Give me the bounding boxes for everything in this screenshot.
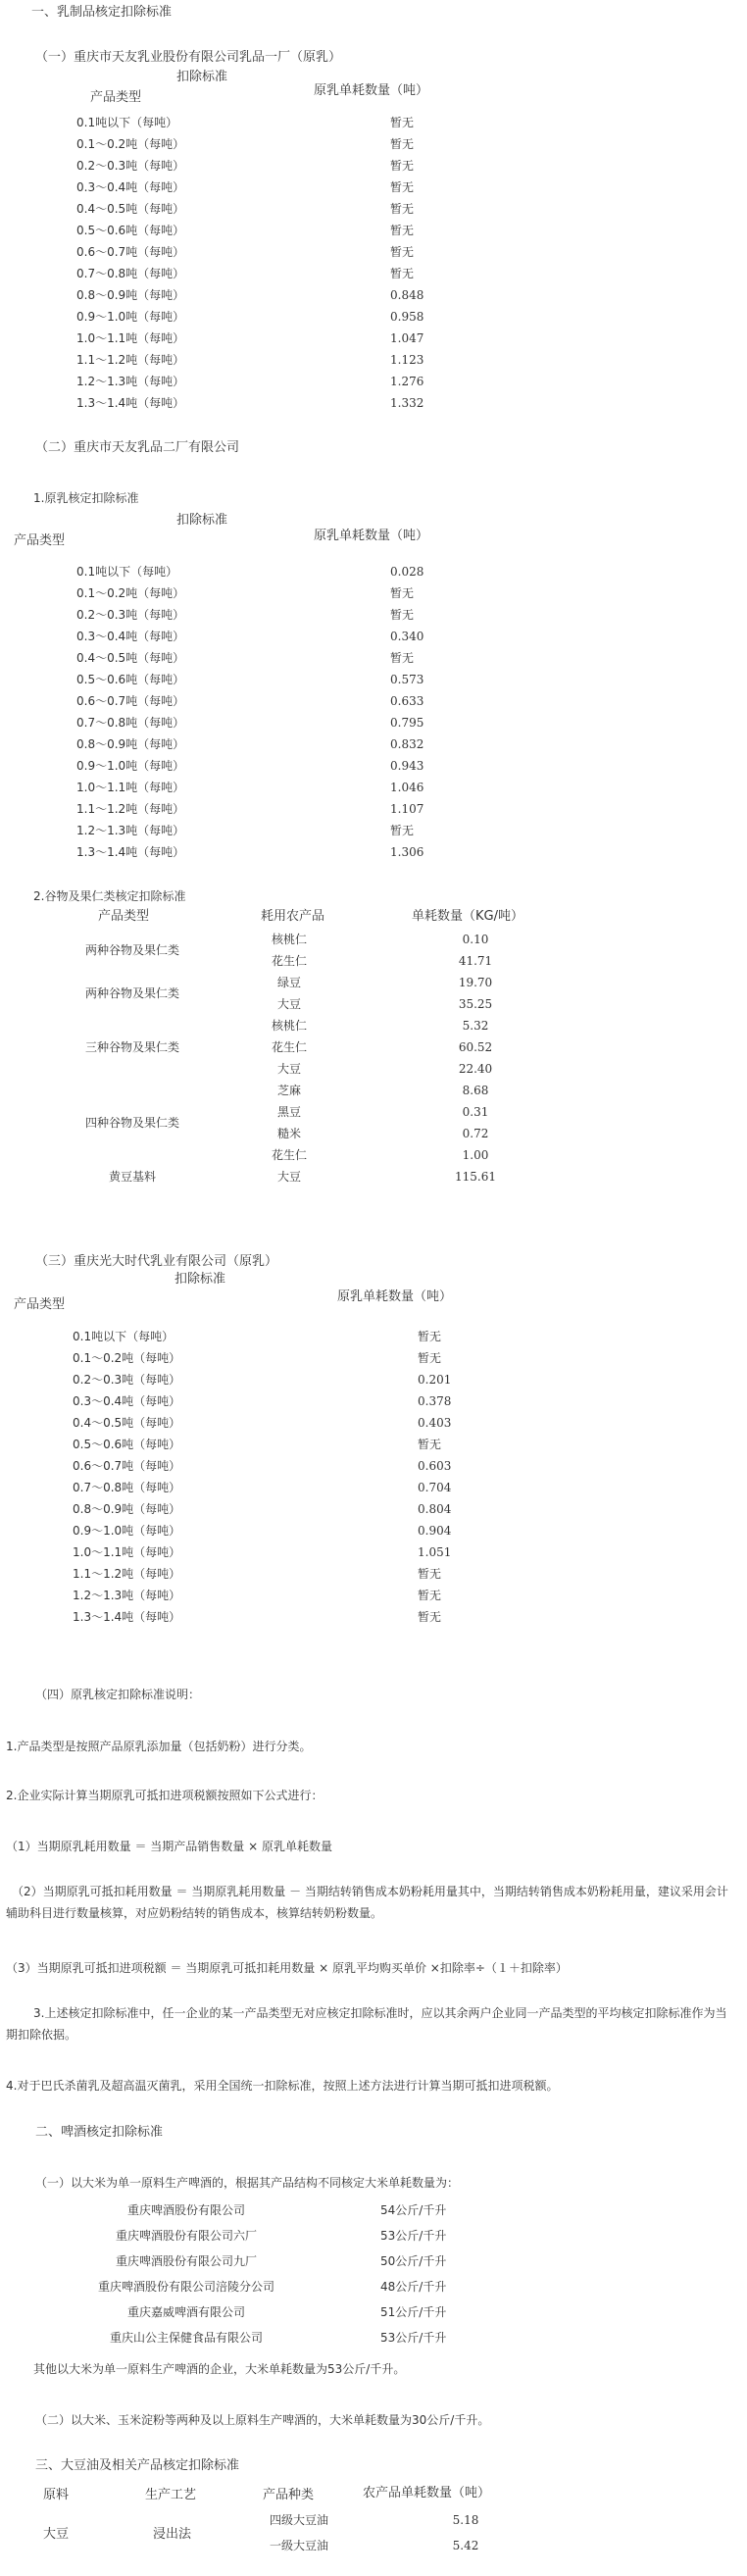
- row-label: 0.9～1.0吨（每吨）: [73, 1524, 181, 1538]
- soy-value: 5.42: [452, 2539, 479, 2552]
- row-value: 0.795: [390, 716, 424, 730]
- row-label: 1.1～1.2吨（每吨）: [73, 1567, 181, 1581]
- s1d-para-6: 3.上述核定扣除标准中，任一企业的某一产品类型无对应核定扣除标准时，应以其余两户企业同一产品类型的平均核定扣除标准作为当期扣除依据。: [6, 2006, 727, 2042]
- s1d-para-4: （2）当期原乳可抵扣耗用数量 ＝ 当期原乳耗用数量 － 当期结转销售成本奶粉耗用量其中，当期结转销售成本奶粉耗用量，建议采用会计辅助科目进行数量核算，对应奶粉结转的销售成本，核算结转奶粉数量。: [6, 1885, 728, 1920]
- row-value: 1.332: [390, 396, 424, 410]
- grain-type: 两种谷物及果仁类: [84, 943, 179, 957]
- row-value: 0.704: [418, 1481, 452, 1494]
- row-label: 0.5～0.6吨（每吨）: [73, 1438, 181, 1451]
- row-label: 1.2～1.3吨（每吨）: [76, 375, 185, 388]
- row-value: 暂无: [418, 1567, 442, 1581]
- row-label: 0.3～0.4吨（每吨）: [73, 1394, 181, 1408]
- row-value: 暂无: [418, 1589, 442, 1602]
- grain-product: 花生仁: [271, 1040, 307, 1054]
- grain-value: 0.31: [462, 1105, 489, 1119]
- row-label: 1.1～1.2吨（每吨）: [76, 353, 185, 367]
- row-value: 0.804: [418, 1502, 452, 1516]
- row-value: 暂无: [390, 137, 415, 151]
- grain-value: 41.71: [458, 954, 493, 968]
- row-label: 0.1吨以下（每吨）: [76, 565, 178, 579]
- row-label: 0.4～0.5吨（每吨）: [73, 1416, 181, 1430]
- grain-value: 60.52: [458, 1040, 493, 1054]
- row-label: 0.7～0.8吨（每吨）: [76, 267, 185, 280]
- row-value: 0.340: [390, 630, 424, 643]
- row-label: 1.3～1.4吨（每吨）: [76, 396, 185, 410]
- beer-company: 重庆啤酒股份有限公司九厂: [115, 2254, 257, 2268]
- soy-header-kind: 产品种类: [263, 2488, 315, 2502]
- row-label: 0.4～0.5吨（每吨）: [76, 651, 185, 665]
- row-value: 0.573: [390, 673, 424, 686]
- beer-company: 重庆啤酒股份有限公司涪陵分公司: [97, 2280, 274, 2294]
- row-value: 1.046: [390, 781, 424, 794]
- grain-product: 糙米: [276, 1127, 301, 1140]
- grain-value: 19.70: [458, 976, 493, 989]
- row-label: 0.2～0.3吨（每吨）: [76, 608, 185, 622]
- s2-sub2: （二）以大米、玉米淀粉等两种及以上原料生产啤酒的，大米单耗数量为30公斤/千升。: [35, 2413, 490, 2427]
- beer-value: 51公斤/千升: [380, 2305, 447, 2319]
- row-label: 1.1～1.2吨（每吨）: [76, 802, 185, 816]
- grain-type: 四种谷物及果仁类: [84, 1116, 179, 1130]
- row-value: 0.633: [390, 694, 424, 708]
- s1b-header-type: 产品类型: [14, 533, 66, 548]
- row-label: 0.8～0.9吨（每吨）: [73, 1502, 181, 1516]
- s1c-title: （三）重庆光大时代乳业有限公司（原乳）: [35, 1254, 278, 1269]
- s1d-para-1: 1.产品类型是按照产品原乳添加量（包括奶粉）进行分类。: [6, 1740, 312, 1753]
- row-label: 0.6～0.7吨（每吨）: [73, 1459, 181, 1473]
- s1b-header-deduct: 扣除标准: [176, 513, 228, 528]
- row-label: 0.1～0.2吨（每吨）: [76, 137, 185, 151]
- row-value: 0.848: [390, 288, 424, 302]
- grain-product: 黑豆: [276, 1105, 301, 1119]
- grain-value: 0.10: [462, 933, 489, 946]
- row-value: 暂无: [418, 1351, 442, 1365]
- s1d-para-2: 2.企业实际计算当期原乳可抵扣进项税额按照如下公式进行：: [6, 1789, 324, 1802]
- beer-value: 53公斤/千升: [380, 2331, 447, 2345]
- row-label: 0.2～0.3吨（每吨）: [73, 1373, 181, 1387]
- soy-header-value: 农产品单耗数量（吨）: [363, 2486, 491, 2500]
- row-label: 1.0～1.1吨（每吨）: [76, 331, 185, 345]
- beer-company: 重庆啤酒股份有限公司六厂: [115, 2229, 257, 2243]
- s1b-title: （二）重庆市天友乳品二厂有限公司: [35, 440, 240, 455]
- row-value: 暂无: [390, 159, 415, 173]
- row-value: 暂无: [390, 586, 415, 600]
- soy-material: 大豆: [43, 2527, 70, 2542]
- row-label: 0.9～1.0吨（每吨）: [76, 310, 185, 324]
- row-value: 0.028: [390, 565, 424, 579]
- s2-sub1: （一）以大米为单一原料生产啤酒的，根据其产品结构不同核定大米单耗数量为：: [35, 2176, 460, 2190]
- row-value: 暂无: [390, 245, 415, 259]
- section-1-title: 一、乳制品核定扣除标准: [31, 5, 173, 20]
- row-value: 暂无: [390, 651, 415, 665]
- row-label: 1.0～1.1吨（每吨）: [73, 1545, 181, 1559]
- row-label: 0.1～0.2吨（每吨）: [76, 586, 185, 600]
- s1a-header-type: 产品类型: [90, 90, 142, 105]
- grain-product: 花生仁: [271, 954, 307, 968]
- s1d-title: （四）原乳核定扣除标准说明：: [35, 1688, 201, 1701]
- s1a-title: （一）重庆市天友乳业股份有限公司乳品一厂（原乳）: [35, 50, 342, 65]
- row-label: 0.2～0.3吨（每吨）: [76, 159, 185, 173]
- row-value: 暂无: [418, 1610, 442, 1624]
- s1c-header-deduct: 扣除标准: [174, 1272, 226, 1287]
- row-label: 0.1～0.2吨（每吨）: [73, 1351, 181, 1365]
- row-value: 暂无: [390, 608, 415, 622]
- beer-company: 重庆嘉威啤酒有限公司: [126, 2305, 245, 2319]
- s1c-header-value: 原乳单耗数量（吨）: [337, 1289, 453, 1304]
- grain-product: 核桃仁: [271, 933, 307, 946]
- s1b-header-value: 原乳单耗数量（吨）: [314, 529, 429, 543]
- row-value: 0.943: [390, 759, 424, 773]
- section-3-title: 三、大豆油及相关产品核定扣除标准: [35, 2458, 240, 2473]
- row-value: 0.378: [418, 1394, 452, 1408]
- row-label: 0.5～0.6吨（每吨）: [76, 224, 185, 237]
- row-value: 0.403: [418, 1416, 452, 1430]
- soy-header-material: 原料: [43, 2488, 70, 2502]
- beer-company: 重庆山公主保健食品有限公司: [109, 2331, 263, 2345]
- row-label: 0.6～0.7吨（每吨）: [76, 245, 185, 259]
- grain-value: 0.72: [462, 1127, 489, 1140]
- row-value: 0.958: [390, 310, 424, 324]
- row-value: 暂无: [418, 1438, 442, 1451]
- s1d-para-3: （1）当期原乳耗用数量 ＝ 当期产品销售数量 × 原乳单耗数量: [6, 1840, 332, 1853]
- s1d-para-7: 4.对于巴氏杀菌乳及超高温灭菌乳，采用全国统一扣除标准，按照上述方法进行计算当期可抵扣进项税额。: [6, 2079, 559, 2093]
- beer-value: 54公斤/千升: [380, 2203, 447, 2217]
- row-value: 暂无: [390, 267, 415, 280]
- row-label: 0.5～0.6吨（每吨）: [76, 673, 185, 686]
- grain-type: 两种谷物及果仁类: [84, 986, 179, 1000]
- row-value: 0.201: [418, 1373, 452, 1387]
- row-value: 1.306: [390, 845, 424, 859]
- row-label: 1.0～1.1吨（每吨）: [76, 781, 185, 794]
- grain-product: 花生仁: [271, 1148, 307, 1162]
- row-value: 1.123: [390, 353, 424, 367]
- grain-header-product: 耗用农产品: [261, 909, 325, 924]
- s1a-header-deduct: 扣除标准: [176, 70, 228, 84]
- beer-value: 48公斤/千升: [380, 2280, 447, 2294]
- row-label: 0.1吨以下（每吨）: [73, 1330, 174, 1343]
- grain-type: 黄豆基料: [108, 1170, 156, 1184]
- row-label: 0.8～0.9吨（每吨）: [76, 737, 185, 751]
- grain-value: 8.68: [462, 1084, 489, 1097]
- row-value: 1.276: [390, 375, 424, 388]
- grain-value: 35.25: [458, 997, 493, 1011]
- s1b-sub2-title: 2.谷物及果仁类核定扣除标准: [33, 889, 186, 903]
- s1b-sub1-title: 1.原乳核定扣除标准: [33, 491, 139, 505]
- row-value: 暂无: [390, 116, 415, 129]
- row-label: 0.4～0.5吨（每吨）: [76, 202, 185, 216]
- row-value: 暂无: [390, 202, 415, 216]
- row-label: 0.1吨以下（每吨）: [76, 116, 178, 129]
- row-value: 暂无: [390, 824, 415, 837]
- row-label: 1.2～1.3吨（每吨）: [76, 824, 185, 837]
- row-value: 0.603: [418, 1459, 452, 1473]
- s1c-header-type: 产品类型: [14, 1297, 66, 1312]
- row-label: 0.7～0.8吨（每吨）: [76, 716, 185, 730]
- beer-value: 53公斤/千升: [380, 2229, 447, 2243]
- beer-company: 重庆啤酒股份有限公司: [126, 2203, 245, 2217]
- row-label: 1.3～1.4吨（每吨）: [73, 1610, 181, 1624]
- row-label: 0.9～1.0吨（每吨）: [76, 759, 185, 773]
- grain-product: 芝麻: [276, 1084, 301, 1097]
- s2-other: 其他以大米为单一原料生产啤酒的企业，大米单耗数量为53公斤/千升。: [33, 2362, 406, 2376]
- row-value: 暂无: [390, 224, 415, 237]
- grain-product: 大豆: [276, 997, 301, 1011]
- row-label: 1.3～1.4吨（每吨）: [76, 845, 185, 859]
- grain-product: 大豆: [276, 1170, 301, 1184]
- row-label: 0.8～0.9吨（每吨）: [76, 288, 185, 302]
- row-value: 暂无: [390, 180, 415, 194]
- grain-product: 绿豆: [276, 976, 301, 989]
- s1d-para-5: （3）当期原乳可抵扣进项税额 ＝ 当期原乳可抵扣耗用数量 × 原乳平均购买单价 ×扣除率÷（１＋扣除率）: [6, 1961, 568, 1975]
- soy-header-process: 生产工艺: [145, 2488, 197, 2502]
- grain-header-value: 单耗数量（KG/吨）: [412, 909, 523, 924]
- row-label: 1.2～1.3吨（每吨）: [73, 1589, 181, 1602]
- grain-type: 三种谷物及果仁类: [84, 1040, 179, 1054]
- row-value: 0.904: [418, 1524, 452, 1538]
- soy-kind: 四级大豆油: [269, 2513, 328, 2527]
- row-value: 1.107: [390, 802, 424, 816]
- soy-kind: 一级大豆油: [269, 2539, 328, 2552]
- grain-value: 1.00: [462, 1148, 489, 1162]
- row-value: 1.047: [390, 331, 424, 345]
- soy-process: 浸出法: [153, 2527, 192, 2542]
- row-label: 0.3～0.4吨（每吨）: [76, 180, 185, 194]
- row-label: 0.6～0.7吨（每吨）: [76, 694, 185, 708]
- grain-product: 大豆: [276, 1062, 301, 1076]
- s1a-header-value: 原乳单耗数量（吨）: [314, 83, 429, 98]
- row-value: 1.051: [418, 1545, 452, 1559]
- grain-header-type: 产品类型: [98, 909, 150, 924]
- row-value: 暂无: [418, 1330, 442, 1343]
- section-2-title: 二、啤酒核定扣除标准: [35, 2125, 164, 2140]
- grain-value: 5.32: [462, 1019, 489, 1033]
- row-value: 0.832: [390, 737, 424, 751]
- beer-value: 50公斤/千升: [380, 2254, 447, 2268]
- row-label: 0.7～0.8吨（每吨）: [73, 1481, 181, 1494]
- grain-value: 115.61: [455, 1170, 496, 1184]
- row-label: 0.3～0.4吨（每吨）: [76, 630, 185, 643]
- grain-product: 核桃仁: [271, 1019, 307, 1033]
- soy-value: 5.18: [452, 2513, 479, 2527]
- grain-value: 22.40: [458, 1062, 493, 1076]
